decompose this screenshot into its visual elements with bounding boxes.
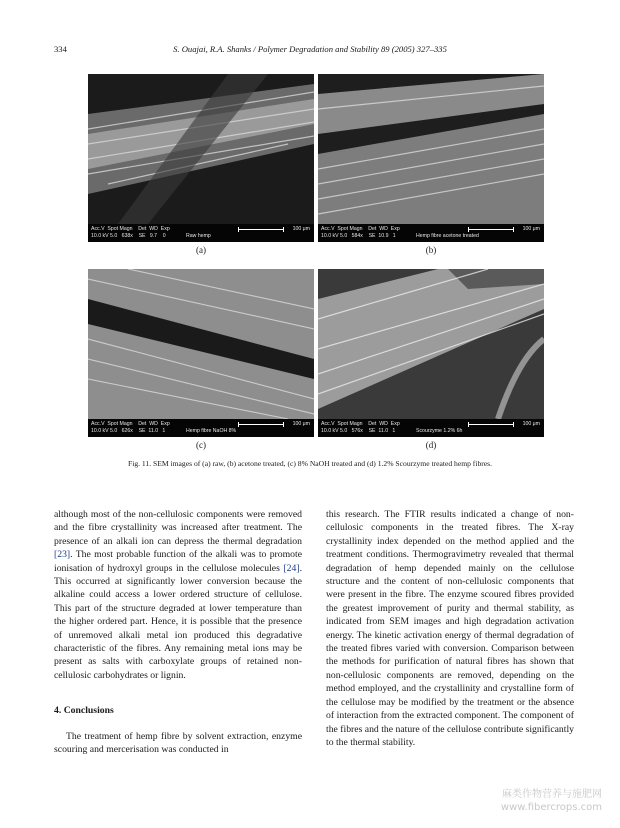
left-column [54,508,302,757]
watermark: 麻类作物营养与施肥网 www.fibercrops.com [500,789,602,813]
panel-label-c: (c) [196,440,206,450]
citation-link[interactable]: [23] [54,549,71,561]
sem-image-naoh [88,269,314,437]
sem-image-scourzyme [318,269,544,437]
sem-texture [88,74,314,224]
section-heading: 4. Conclusions [54,705,114,717]
sem-texture [318,269,544,419]
sem-image-raw [88,74,314,242]
page-number: 334 [54,44,67,54]
scale-bar: Acc.V Spot Magn Det WD Exp 10.0 kV 5.0 638x SE 9.7 0 Raw hemp 100 μm [88,224,314,242]
running-header [54,44,566,58]
panel-label-b: (b) [425,245,437,255]
sem-texture [88,269,314,419]
paragraph: this research. The FTIR results indicated a change of non-cellulosic components in the treated fibres. The X-ray crystallinity index depended on the method applied and the treatment conditions. Thermogravimetry revealed that thermal degradation of hemp depended mainly on the cellulose structure and the content of non-cellulosic components that were present in the fibre. The enzyme scoured fibres provided the greatest improvement of purity and thermal stability, as indicated from SEM images and high degradation activation energy. The kinetic activation energy of thermal degradation of the treated fibres varied with conversion. Comparison between the methods for purification of natural fibres has shown that non-cellulosic components are removed, depending on the method employed, and the crystallinity and crystalline form of the cellulose may be modified by the treatment or the absence of interaction from the extracted component. The component of the fibres and the nature of the cellulose contribute significantly to the thermal stability. [326,509,574,748]
paragraph: The treatment of hemp fibre by solvent extraction, enzyme scouring and mercerisation was conducted in [54,730,302,756]
panel-label-d: (d) [425,440,437,450]
citation-link[interactable]: [24] [283,562,300,574]
figure-caption: Fig. 11. SEM images of (a) raw, (b) acetone treated, (c) 8% NaOH treated and (d) 1.2% Scourzyme treated hemp fibres. [127,459,492,468]
scale-bar: Acc.V Spot Magn Det WD Exp 10.0 kV 5.0 584x SE 10.9 1 Hemp fibre acetone treated 100 μm [318,224,544,242]
sem-texture [318,74,544,224]
scale-bar: Acc.V Spot Magn Det WD Exp 10.0 kV 5.0 626x SE 11.0 1 Hemp fibre NaOH 8% 100 μm [88,419,314,437]
right-column [326,508,574,749]
paragraph: although most of the non-cellulosic components were removed and the fibre crystallinity was increased after treatment. The presence of an alkali ion can depress the thermal degradation [23]. The most probable function of the alkali was to promote ionisation of hydroxyl groups in the cellulose molecules [24]. This occurred at significantly lower conversion because the alkaline could access a lower ordered structure of cellulose. This part of the structure degraded at lower temperature than the higher ordered part. Hence, it is possible that the presence of unremoved alkali metal ion produced this degradative characteristic of the fibres. Any remaining metal ions may be present as salts with carboxylate groups of retained non-cellulosic carbohydrates or lignin. [54,509,302,681]
scale-bar: Acc.V Spot Magn Det WD Exp 10.0 kV 5.0 576x SE 11.0 1 Scourzyme 1.2% 6h 100 μm [318,419,544,437]
running-title: S. Ouajai, R.A. Shanks / Polymer Degradation and Stability 89 (2005) 327–335 [173,44,447,54]
panel-label-a: (a) [196,245,206,255]
sem-image-acetone [318,74,544,242]
